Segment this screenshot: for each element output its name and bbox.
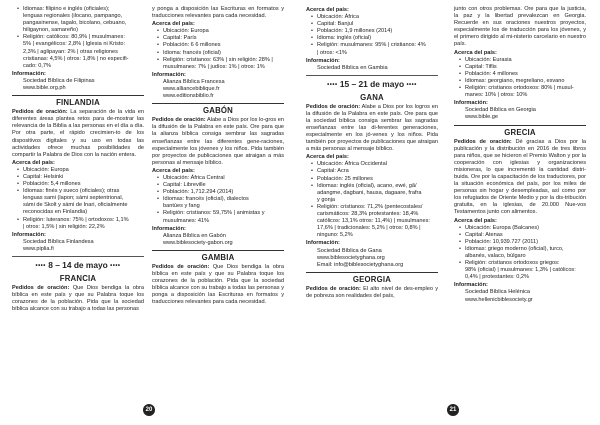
fact-item: • Capital: Tiflis	[465, 64, 586, 71]
info-label: Información:	[152, 71, 186, 78]
page-number-left: 20	[143, 404, 155, 416]
fact-item: • Capital: París	[163, 35, 284, 42]
fact-item: • Ubicación: Europa (Balcanes)	[465, 225, 586, 232]
prayer-text: La separación de la vida en diferentes áreas plantea retos para de-mostrar las relevancia de la Biblia a las personas en el día a día. Por otra parte, el rápido crecimien-to de los dispositivos digitales y su uso en todas las actividades ofrece muchas posibilidades de compartir la Palabra de Dios con la nación entera.	[12, 109, 144, 158]
text-line: manes: 10% | otros: 10%	[465, 92, 528, 99]
facts-label: Acerca del país:	[152, 167, 195, 174]
text-line: adangme, dagbani, hausa, dagaare, frafra	[317, 189, 422, 196]
text-line: 0,4% | protestantes: 0,2%	[465, 274, 529, 281]
fact-item: • Idioma: inglés (oficial)	[317, 35, 438, 42]
ghana-title: GANA	[360, 92, 384, 102]
text-line: 17,6% | tradicionales: 5,2% | otros: 0,8% |	[317, 225, 421, 232]
prayer-text: Alabe a Dios por los logros en la difusión de la Palabra en este país. Ore para que la sociedad bíblica consiga sembrar las sagradas enseñanzas entre las di-ferentes generaciones, especialmente en los jó-venes y los niños. Pida también por proyectos de publicaciones que atraigan a más personas al mensaje bíblico.	[306, 103, 438, 153]
info-line: www.piplia.fi	[23, 245, 54, 252]
text-line: cristianas: 4,5% | otros: 1,8% | no especifi-	[23, 55, 129, 62]
fact-item: • Idiomas: georgiano, megreliano, esvano	[465, 78, 586, 85]
prayer-lead: Pedidos de oración:	[12, 109, 68, 116]
week-date: 8 – 14 de mayo	[48, 260, 108, 270]
georgia-prayer	[306, 286, 438, 300]
info-line: Alianza Bíblica Francesa	[163, 78, 225, 85]
dots-ornament: ••••	[327, 81, 338, 88]
text-line: • Religión: cristianos ortodoxos griegos:	[465, 260, 560, 267]
fact-item: • Ubicación: Europa	[163, 28, 284, 35]
gambia-prayer	[152, 264, 284, 307]
dots-ornament: ••••	[110, 262, 121, 269]
info-line: www.biblesociety-gabon.org	[163, 239, 233, 246]
text-line: | otros: <1%	[317, 49, 347, 56]
text-line: cado: 0,7%	[23, 62, 51, 69]
text-line: y gonja	[317, 196, 336, 203]
text-line: musulmanes: 7% | judíos: 1% | otros: 1%	[163, 63, 265, 70]
info-line: www.alliancebiblique.fr	[163, 86, 220, 93]
fact-item: • Capital: Atenas	[465, 232, 586, 239]
text-line: carismáticos: 28,3% protestantes: 18,4%	[317, 211, 419, 218]
text-line: musulmanes: 41%	[163, 217, 210, 224]
prayer-lead: Pedidos de oración:	[306, 103, 361, 110]
gabon-facts	[152, 175, 284, 225]
finland-title: FINLANDIA	[12, 95, 144, 108]
prayer-text: Alabe a Dios por los lo-gros en la difusión de la Palabra en este país. Ore para que la alianza bíblica consiga sembrar las sagradas enseñanzas entre las diferentes gene-raciones, especialmente los jóvenes y los niños. Pida también por proyectos de publicaciones que atraigan a más personas al mensaje bíblico.	[152, 117, 284, 166]
fact-item: • Capital: Acra	[317, 168, 438, 175]
france-title: FRANCIA	[59, 273, 97, 283]
france-prayer-continued: y ponga a disposición las Escrituras en formatos y traducciones relevantes para cada necesidad.	[152, 6, 284, 20]
fact-item: • Población: 1,9 millones (2014)	[317, 28, 438, 35]
prayer-lead: Pedidos de oración:	[152, 117, 206, 124]
text-line: albanés, valaco, búlgaro	[465, 253, 526, 259]
prayer-text: El alto nivel de des-empleo y de pobreza son realidades del país,	[306, 285, 438, 299]
france-facts	[152, 28, 284, 71]
text-line: 98% (oficial) | musulmanes: 1,3% | católicos:	[465, 267, 576, 274]
divider	[12, 256, 144, 257]
info-line: Sociedad Bíblica Helénica	[465, 289, 530, 296]
fact-item	[23, 188, 144, 216]
text-line: • Religión: cristianos: 63% | sin religión: 28% |	[163, 56, 273, 63]
text-line: • Idiomas: finés y sueco (oficiales); otras	[23, 188, 120, 195]
philippines-language-item	[23, 6, 144, 34]
dots-ornament: ••••	[406, 81, 417, 88]
fact-item: • Población: 1,712.294 (2014)	[163, 189, 284, 196]
ghana-facts	[306, 161, 438, 239]
info-label: Información:	[306, 240, 340, 247]
info-label: Información:	[306, 57, 340, 64]
week-date-heading	[306, 79, 438, 90]
facts-label: Acerca del país:	[152, 21, 195, 28]
text-line: 5% | evangélicos: 2,8% | Iglesia ni Kristo:	[23, 41, 126, 48]
text-line: lenguas regionales (ilocano, pampango,	[23, 13, 123, 20]
page-number-right: 21	[447, 404, 459, 416]
gabon-prayer	[152, 117, 284, 167]
fact-item	[465, 260, 586, 281]
text-line: • Idiomas: francés (oficial), dialectos	[163, 196, 249, 203]
fact-item	[317, 42, 438, 56]
text-line: • Idiomas: griego moderno (oficial), turco,	[465, 245, 564, 252]
fact-item: • Población: 6 6 millones	[163, 42, 284, 49]
fact-item: • Capital: Libreville	[163, 182, 284, 189]
greece-prayer	[454, 139, 586, 217]
fact-item	[163, 210, 284, 224]
fact-item: • Capital: Banjul	[317, 21, 438, 28]
fact-item: • Capital: Helsinki	[23, 174, 144, 181]
info-line: Sociedad Bíblica Finlandesa	[23, 238, 94, 245]
text-line: lenguas sami (lapon; sámi septentrional,	[23, 195, 124, 202]
column-3	[306, 6, 438, 300]
georgia-prayer-continued: junto con otros problemas. Ore para que la justicia, la paz y la libertad prevalezcan en Georgia. Recuerde en sus oraciones nuestros proyectos, especialmente los de traducción para los jóvenes, y el primero dirigido al mi-nisterio carcelario en nuestro país.	[454, 6, 586, 48]
prayer-lead: Pedidos de oración:	[152, 263, 210, 270]
info-line: www.bible.ge	[465, 114, 498, 121]
fact-item	[317, 204, 438, 239]
greece-facts	[454, 225, 586, 282]
info-line: Sociedad Bíblica en Georgia	[465, 107, 536, 114]
column-4	[454, 6, 586, 304]
info-label: Información:	[152, 225, 186, 232]
fact-item: • Población: 10,939.727 (2011)	[465, 239, 586, 246]
finland-prayer	[12, 109, 144, 159]
fact-item: • Ubicación: África Central	[163, 175, 284, 182]
info-label: Información:	[454, 100, 488, 107]
text-line: • Idiomas: inglés (oficial), acano, ewé, gã/	[317, 182, 417, 189]
text-line: • Religión: luteranos: 75% | ortodoxos: 1,1%	[23, 216, 129, 223]
info-line: Alianza Bíblica en Gabón	[163, 232, 226, 239]
prayer-text: Dé gracias a Dios por la publicación y la distribución en 2016 de tres libros para niños, que se hicieron el Premio Walton y por la cooperación con iglesias y organizaciones misioneras, lo que incrementó la cantidad distri-buida. Ore por la capacitación de los traductores, por la situación económica del país, por los miles de personas sin hogar y desempleadas, así como por los refugiados de Oriente Medio y por la dis-tribución gratuita, en la iglesias, de 20.000 Nue-vos Testamentos junto con alimentos.	[454, 138, 586, 216]
facts-label: Acerca del país:	[306, 7, 349, 13]
fact-item: • Idioma: francés (oficial)	[163, 50, 284, 57]
text-line: 2,3% | aglipayan: 2% | otras religiones	[23, 48, 118, 55]
text-line: hiligaynon, samareño)	[23, 27, 79, 34]
info-label: Información:	[454, 282, 488, 289]
text-line: • Religión: cristianos ortodoxos: 80% | musul-	[465, 85, 574, 92]
text-line: pangasinense, tagalo, bicolano, cebuano,	[23, 20, 127, 27]
facts-label: Acerca del país:	[12, 159, 55, 166]
fact-item: • Población: 4 millones	[465, 71, 586, 78]
fact-item	[163, 196, 284, 210]
prayer-lead: Pedidos de oración:	[454, 138, 512, 145]
prayer-lead: Pedidos de oración:	[306, 285, 361, 292]
finland-facts	[12, 167, 144, 231]
divider	[306, 75, 438, 76]
facts-label: Acerca del país:	[454, 217, 497, 224]
text-line: sámi de Skolt y sámi de Inari, oficialmente	[23, 202, 128, 209]
text-line: reconocidas en Finlandia)	[23, 209, 88, 216]
fact-item	[465, 246, 586, 260]
info-line: www.editionsbiblio.fr	[163, 93, 214, 100]
week-date-heading	[12, 260, 144, 271]
info-label: Información:	[12, 70, 46, 77]
fact-item: • Ubicación: Eurasia	[465, 57, 586, 64]
info-line: www.biblesocietyghana.org	[317, 254, 385, 261]
text-line: | otros: 1,5% | sin religión: 22,2%	[23, 223, 105, 230]
text-line: • Religión: católicos: 80,9% | musulmanes:	[23, 34, 125, 41]
greece-title: GRECIA	[454, 125, 586, 138]
fact-item: • Población: 5,4 millones	[23, 181, 144, 188]
fact-item	[23, 217, 144, 231]
column-1	[12, 6, 144, 313]
ghana-prayer	[306, 104, 438, 154]
prayer-text: Que Dios bendiga la obra bíblica en este país y que su Palabra toque los corazones de la población. Pida que la sociedad bíblica alcance con su trabajo a todas las personas	[12, 284, 144, 313]
dots-ornament: ••••	[35, 262, 46, 269]
info-line: Sociedad Bíblica de Filipinas	[23, 77, 95, 84]
text-line: • Religión: cristianos: 59,75% | animistas y	[163, 210, 265, 217]
gabon-title: GABÓN	[152, 103, 284, 116]
fact-item: • Ubicación: Europa	[23, 167, 144, 174]
fact-item	[163, 57, 284, 71]
info-line: www.bible.org.ph	[23, 85, 66, 92]
fact-item: • Ubicación: África Occidental	[317, 161, 438, 168]
info-line: Sociedad Bíblica en Gambia	[317, 64, 388, 71]
france-prayer	[12, 285, 144, 313]
fact-item	[465, 85, 586, 99]
gambia-facts	[306, 14, 438, 57]
column-2	[152, 6, 284, 306]
text-line: bantúes y fang	[163, 203, 200, 210]
info-line: Email: info@biblesocietyghana.org	[317, 261, 404, 268]
text-line: • Religión: musulmanes: 95% | cristianos: 4%	[317, 42, 426, 49]
text-line: católicos: 13,1% otros: 11,4%) | musulmanes:	[317, 218, 430, 225]
fact-item: • Población: 25 millones	[317, 176, 438, 183]
facts-label: Acerca del país:	[454, 49, 497, 56]
philippines-religion-item	[23, 34, 144, 69]
info-line: Sociedad Bíblica de Gana	[317, 247, 382, 254]
info-line: www.hellenicbiblesociety.gr	[465, 296, 533, 303]
prayer-lead: Pedidos de oración:	[12, 284, 70, 291]
gambia-title: GAMBIA	[152, 250, 284, 263]
georgia-title: GEORGIA	[306, 272, 438, 285]
prayer-text: Que Dios bendiga la obra bíblica en este país y que su Palabra toque los corazones de la población. Pida que la sociedad bíblica alcance con su trabajo a todas las personas y ponga a disposición las Escrituras en formatos y traducciones relevantes para cada necesidad.	[152, 263, 284, 306]
info-label: Información:	[12, 231, 46, 238]
text-line: • Religión: cristianos: 71,2% (pentecostales/	[317, 203, 423, 210]
facts-label: Acerca del país:	[306, 154, 349, 161]
week-date: 15 – 21 de mayo	[339, 78, 405, 89]
fact-item	[317, 183, 438, 204]
georgia-facts	[454, 57, 586, 100]
text-line: ninguno: 5,2%	[317, 232, 353, 239]
text-line: • Idiomas: filipino e inglés (oficiales);	[23, 6, 110, 12]
philippines-facts	[12, 6, 144, 70]
fact-item: • Ubicación: África	[317, 14, 438, 21]
